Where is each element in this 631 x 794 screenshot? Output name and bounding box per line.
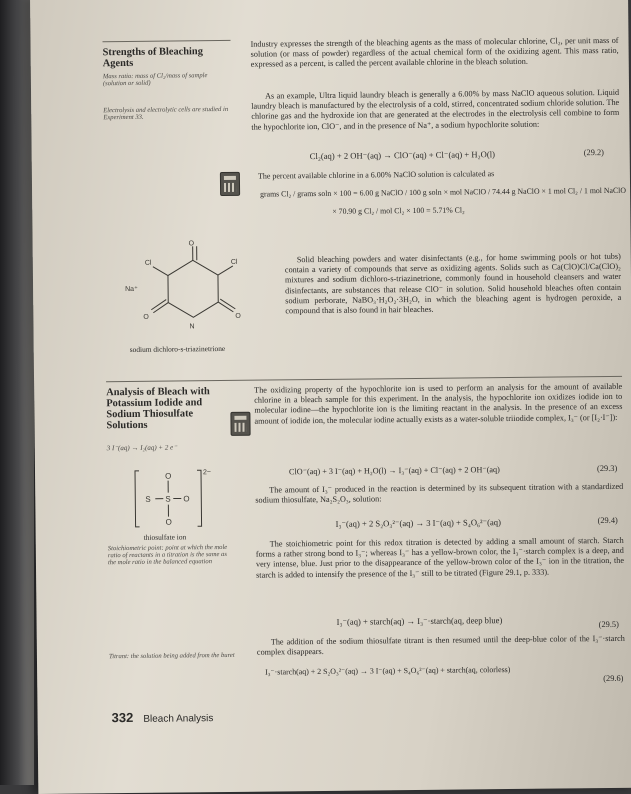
svg-text:S: S <box>165 495 170 504</box>
section-rule <box>102 40 230 42</box>
structure-caption-triazinetrione: sodium dichloro-s-triazinetrione <box>130 344 226 354</box>
paragraph-electrolysis: As an example, Ultra liquid laundry bleach is generally a 6.00% by mass NaClO aqueous solution. Liquid laundry bleach is manufactured by the electrolysis of a cold, stirred, concentrated sodium chloride solution. The chlorine gas and the hydroxide ion that are generated at the electrodes in the electrolysis cell combine to form the hypochlorite ion, ClO⁻, and in the presence of Na⁺, a sodium hypochlorite solution: <box>251 88 619 133</box>
svg-text:O: O <box>235 313 241 320</box>
paragraph-stoichiometric-point: The stoichiometric point for this redox titration is detected by adding a small amount of starch. Starch forms a rather strong bond to I₃⁻; whereas I₃⁻ has a yellow-brown color, the I₃⁻·starch complex is a deep, and very intense, blue. Just prior to the disappearance of the yellow-brown color of the I₃⁻ ion in the titration, the starch is added to intensify the presence of the I₃⁻ still to be titrated (Figure 29.1, p. 333). <box>256 536 624 581</box>
structure-caption-thiosulfate: thiosulfate ion <box>144 532 187 541</box>
equation-number-29-4: (29.4) <box>597 516 617 525</box>
equation-number-29-2: (29.2) <box>584 148 604 157</box>
paragraph-oxidizing-property: The oxidizing property of the hypochlorite ion is used to perform an analysis for the amount of available chlorine in a bleach sample for this experiment. In the analysis, the hypochlorite ion oxidizes iodide ion to molecular iodine—the hypochlorite ion is the limiting reactant in the analysis. In the presence of an excess amount of iodide ion, the molecular iodine actually exists as a water-soluble triiodide complex, I₃⁻ (or [I₂·I⁻]): <box>254 382 622 427</box>
svg-text:N: N <box>189 323 194 330</box>
equation-number-29-5: (29.5) <box>599 620 619 629</box>
textbook-page <box>30 0 631 794</box>
section-heading-analysis: Analysis of Bleach with Potassium Iodide and Sodium Thiosulfate Solutions <box>106 386 234 431</box>
svg-text:Cl: Cl <box>145 260 152 267</box>
svg-text:O: O <box>189 240 195 247</box>
equation-number-29-3: (29.3) <box>597 464 617 473</box>
section-rule <box>106 376 622 382</box>
svg-text:O: O <box>143 314 149 321</box>
calculator-icon <box>220 172 240 196</box>
svg-text:Na⁺: Na⁺ <box>125 286 138 293</box>
paragraph-titrant-resumed: The addition of the sodium thiosulfate titrant is then resumed until the deep-blue color of the I₃⁻·starch complex disappears. <box>257 634 625 658</box>
svg-text:O: O <box>165 518 171 527</box>
svg-text:O: O <box>183 494 189 503</box>
equation-29-5: I₃⁻(aq) + starch(aq) → I₃⁻·starch(aq, deep blue) <box>337 615 503 627</box>
section-heading-strengths: Strengths of Bleaching Agents <box>103 46 231 69</box>
page-number: 332 <box>112 710 134 725</box>
svg-text:O: O <box>165 472 171 481</box>
margin-equation-iodide: 3 I⁻(aq) → I₂(aq) + 2 e⁻ <box>107 444 235 453</box>
running-title: Bleach Analysis <box>143 713 213 725</box>
svg-text:S: S <box>145 495 150 504</box>
calculator-icon <box>230 412 250 436</box>
calc-intro: The percent available chlorine in a 6.00% NaClO solution is calculated as <box>258 168 618 182</box>
triazinetrione-structure-diagram <box>123 240 264 341</box>
margin-note-stoichiometric-point: Stoichiometric point: point at which the mole ratio of reactants in a titration is the same as the mole ratio in the balanced equation <box>108 544 236 567</box>
calc-line-2: × 70.90 g Cl₂ / mol Cl₂ × 100 = 5.71% Cl₂ <box>332 205 465 216</box>
equation-number-29-6: (29.6) <box>603 674 623 683</box>
svg-text:Cl: Cl <box>231 259 238 266</box>
equation-29-3: ClO⁻(aq) + 3 I⁻(aq) + H₂O(l) → I₃⁻(aq) + Cl⁻(aq) + 2 OH⁻(aq) <box>289 465 500 477</box>
svg-text:2−: 2− <box>203 469 211 476</box>
page-footer <box>111 708 213 727</box>
paragraph-strength-intro: Industry expresses the strength of the bleaching agents as the mass of molecular chlorine, Cl₂, per unit mass of solution (or mass of powder) regardless of the actual chemical form of the oxidizing agent. This mass ratio, expressed as a percent, is called the percent available chlorine in the bleach solution. <box>250 36 618 70</box>
thiosulfate-structure-diagram <box>133 466 214 531</box>
equation-29-2: Cl₂(aq) + 2 OH⁻(aq) → ClO⁻(aq) + Cl⁻(aq) + H₂O(l) <box>310 149 495 161</box>
margin-note-electrolysis: Electrolysis and electrolytic cells are studied in Experiment 33. <box>103 106 231 122</box>
paragraph-triiodide-titration: The amount of I₃⁻ produced in the reaction is determined by its subsequent titration with a standardized sodium thiosulfate, Na₂S₂O₃, solution: <box>255 482 623 506</box>
equation-29-6: I₃⁻·starch(aq) + 2 S₂O₃²⁻(aq) → 3 I⁻(aq) + S₄O₆²⁻(aq) + starch(aq, colorless) <box>265 665 510 678</box>
margin-note-mass-ratio: Mass ratio: mass of Cl₂/mass of sample (solution or solid) <box>103 72 231 88</box>
book-binding-shadow <box>0 0 34 785</box>
calc-line-1: grams Cl₂ / grams soln × 100 = 6.00 g NaClO / 100 g soln × mol NaClO / 74.44 g NaClO × 1 mol Cl₂ / 1 mol NaClO <box>260 186 626 200</box>
margin-note-titrant: Titrant: the solution being added from the buret <box>109 652 237 661</box>
equation-29-4: I₃⁻(aq) + 2 S₂O₃²⁻(aq) → 3 I⁻(aq) + S₄O₆²⁻(aq) <box>336 517 501 529</box>
paragraph-solid-bleaches: Solid bleaching powders and water disinfectants (e.g., for home swimming pools or hot tubs) contain a variety of compounds that serve as oxidizing agents. Solids such as Ca(ClO)Cl/Ca(ClO)₂ mixtures and sodium dichloro-s-triazinetrione, commonly found in household cleansers and water disinfectants, are substances that release ClO⁻ in solution. Solid household bleaches often contain sodium perborate, NaBO₃·H₂O₂·3H₂O, in which the bleaching agent is hydrogen peroxide, a compound that is also found in hair bleaches. <box>285 252 622 317</box>
